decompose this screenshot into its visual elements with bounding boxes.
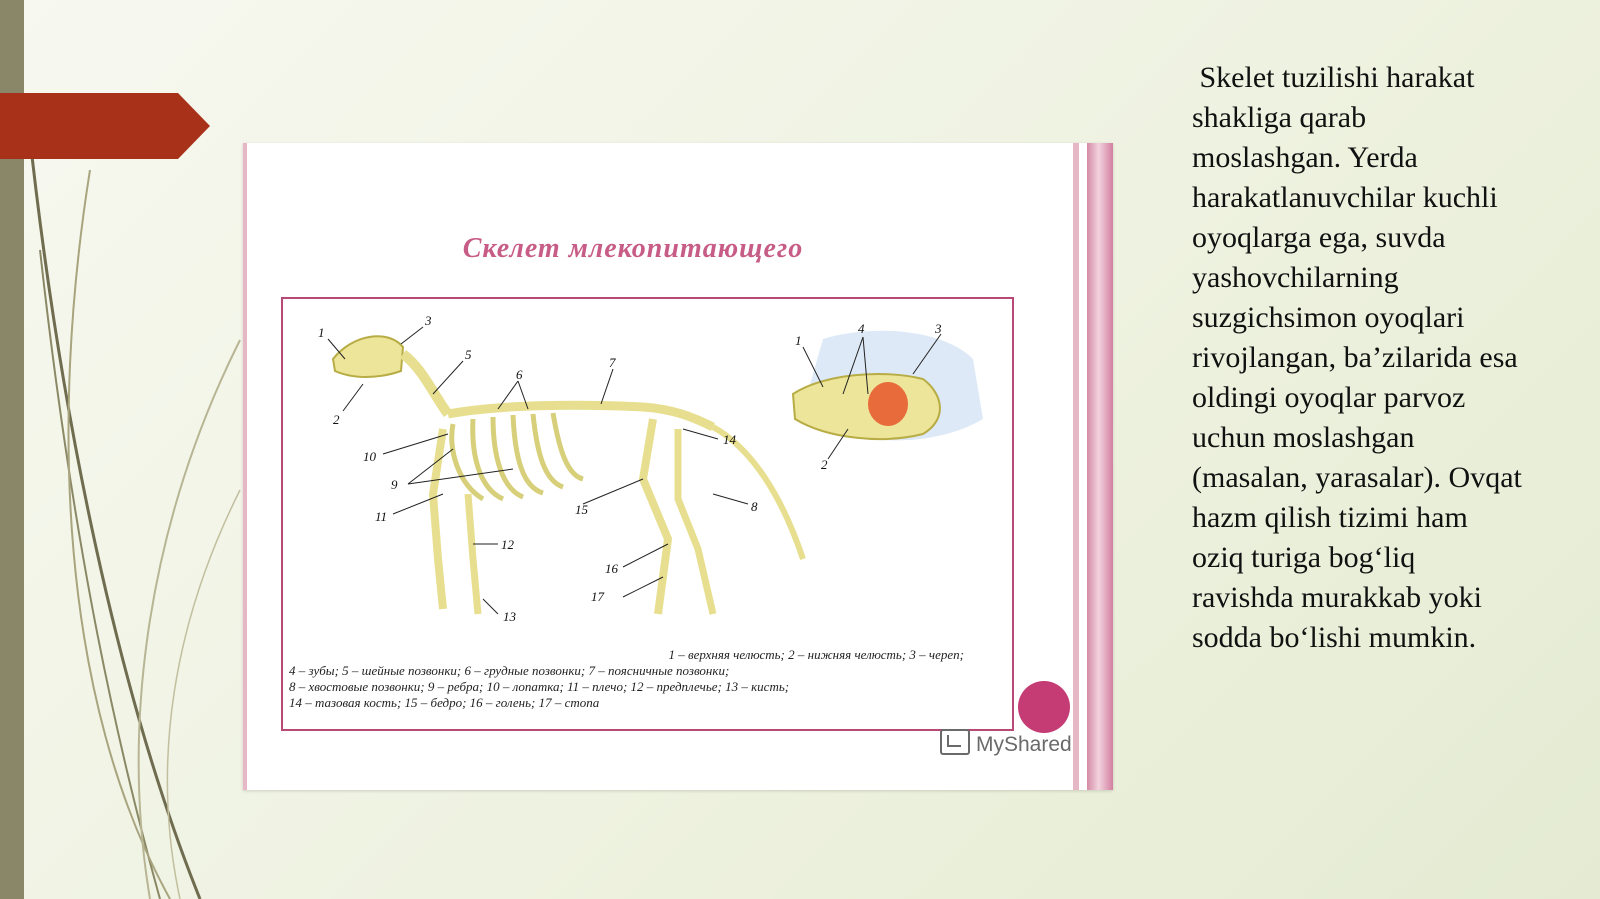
label-15: 15 — [575, 502, 588, 517]
frame-right-border — [1073, 143, 1079, 790]
caption-line: 8 – хвостовые позвонки; 9 – ребра; 10 – лопатка; 11 – плечо; 12 – предплечье; 13 – кисть; — [289, 679, 790, 694]
label-1: 1 — [318, 325, 325, 340]
slide-body-text: Skelet tuzilishi harakat shakliga qarab moslashgan. Yerda harakatlanuvchilar kuchli oyoqlarga ega, suvda yashovchilarning suzgichsimon oyoqlari rivojlangan, ba’zilarida esa oldingi oyoqlar parvoz uchun moslashgan (masalan, yarasalar). Ovqat hazm qilish tizimi ham oziq turiga bog‘liq ravishda murakkab yoki sodda bo‘lishi mumkin. — [1192, 61, 1530, 654]
hind-leg-2 — [678, 429, 713, 614]
ribs — [452, 413, 583, 499]
label-12: 12 — [501, 537, 514, 552]
skull-inset — [793, 331, 983, 459]
label-13: 13 — [503, 609, 516, 624]
skull-label-4: 4 — [858, 321, 865, 336]
figure-caption — [289, 647, 1004, 711]
skeleton-figure — [243, 143, 1113, 790]
skull-label-3: 3 — [935, 321, 942, 336]
red-arrow-shape — [0, 93, 210, 159]
watermark-text: MyShared — [976, 733, 1072, 756]
label-9: 9 — [391, 477, 398, 492]
label-5: 5 — [465, 347, 472, 362]
caption-line: 1 – верхняя челюсть; 2 – нижняя челюсть; 3 – череп; — [668, 647, 964, 662]
label-11: 11 — [375, 509, 388, 524]
skull-label-1: 1 — [795, 333, 802, 348]
watermark — [940, 729, 1072, 757]
dog-skeleton — [333, 336, 803, 614]
label-8: 8 — [751, 499, 758, 514]
myshared-logo-icon — [940, 729, 970, 755]
skull-highlight — [868, 382, 908, 426]
front-leg-1 — [433, 429, 443, 609]
label-17: 17 — [591, 589, 604, 604]
label-6: 6 — [516, 367, 523, 382]
figure-title: Скелет млекопитающего — [462, 233, 804, 264]
caption-line: 4 – зубы; 5 – шейные позвонки; 6 – грудные позвонки; 7 – поясничные позвонки; — [289, 663, 730, 678]
front-leg-2 — [468, 494, 478, 614]
skull-label-2: 2 — [821, 457, 828, 472]
label-3: 3 — [425, 313, 432, 328]
label-16: 16 — [605, 561, 618, 576]
label-14: 14 — [723, 432, 736, 447]
neck-vertebrae — [403, 354, 448, 414]
label-7: 7 — [609, 355, 616, 370]
label-2: 2 — [333, 412, 340, 427]
pink-dot — [1018, 681, 1070, 733]
label-10: 10 — [363, 449, 376, 464]
caption-line: 14 – тазовая кость; 15 – бедро; 16 – голень; 17 – стопа — [289, 695, 600, 710]
skeleton-plate — [281, 297, 1014, 731]
spine — [448, 405, 713, 427]
skull-side-view — [793, 374, 940, 439]
frame-right-band — [1087, 143, 1113, 790]
